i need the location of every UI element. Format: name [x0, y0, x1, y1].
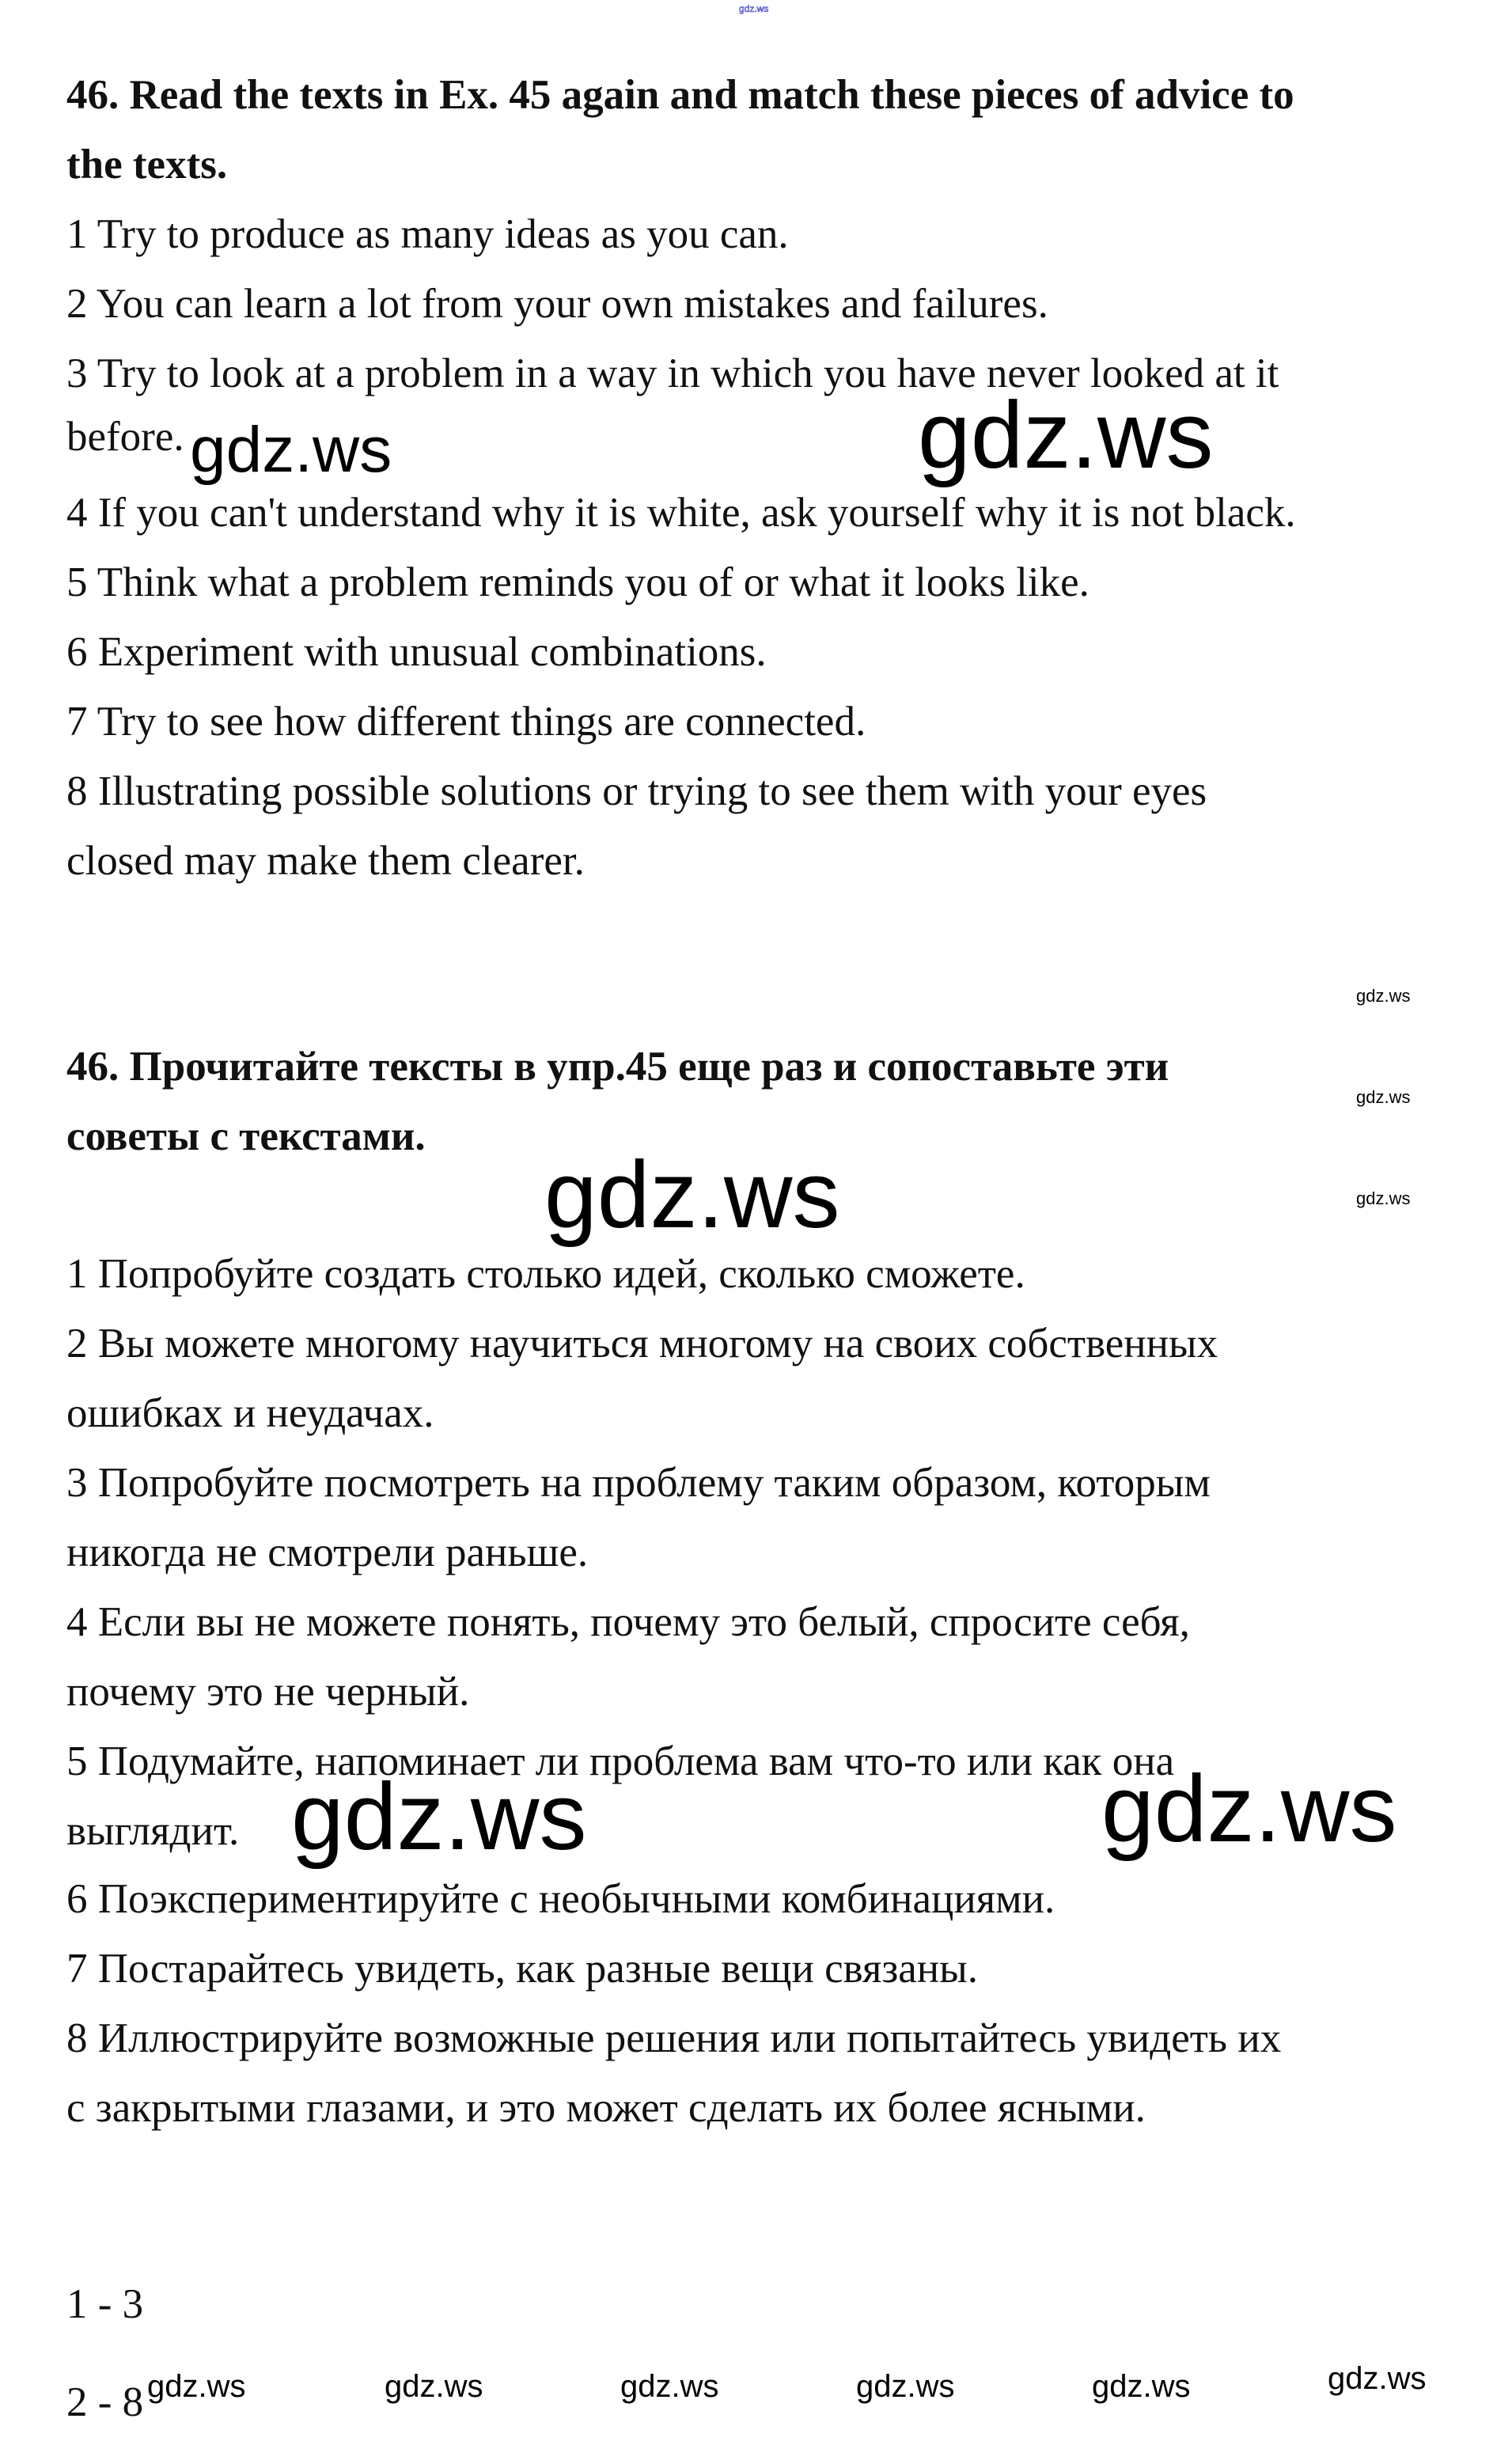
russian-line: 1 Попробуйте создать столько идей, сколько сможете.	[66, 1251, 1025, 1297]
watermark: gdz.ws	[918, 382, 1214, 488]
watermark: gdz.ws	[1356, 1087, 1411, 1107]
watermark: gdz.ws	[620, 2369, 719, 2404]
english-line: 6 Experiment with unusual combinations.	[66, 629, 767, 675]
watermark: gdz.ws	[1356, 1188, 1411, 1208]
watermark: gdz.ws	[147, 2369, 246, 2404]
russian-line: с закрытыми глазами, и это может сделать их более ясными.	[66, 2085, 1146, 2131]
russian-line: почему это не черный.	[66, 1669, 470, 1715]
watermark: gdz.ws	[1328, 2361, 1427, 2396]
russian-line: ошибках и неудачах.	[66, 1390, 434, 1436]
russian-heading-line-2: советы с текстами.	[66, 1113, 426, 1159]
watermark: gdz.ws	[856, 2369, 955, 2404]
watermark: gdz.ws	[291, 1764, 587, 1870]
answer-line: 1 - 3	[66, 2281, 144, 2327]
english-line: 8 Illustrating possible solutions or trying to see them with your eyes	[66, 768, 1207, 814]
english-line: 5 Think what a problem reminds you of or what it looks like.	[66, 559, 1089, 605]
english-line: before.	[66, 414, 184, 460]
watermark: gdz.ws	[190, 414, 392, 486]
russian-heading-line-1: 46. Прочитайте тексты в упр.45 еще раз и сопоставьте эти	[66, 1044, 1169, 1090]
watermark: gdz.ws	[1101, 1756, 1397, 1862]
top-watermark: gdz.ws	[739, 3, 769, 14]
english-line: 1 Try to produce as many ideas as you can.	[66, 211, 789, 257]
russian-line: 6 Поэкспериментируйте с необычными комбинациями.	[66, 1876, 1055, 1922]
watermark: gdz.ws	[1092, 2369, 1191, 2404]
english-heading-line-2: the texts.	[66, 142, 228, 188]
watermark: gdz.ws	[385, 2369, 483, 2404]
russian-line: никогда не смотрели раньше.	[66, 1530, 589, 1575]
watermark: gdz.ws	[1356, 986, 1411, 1006]
english-line: 7 Try to see how different things are connected.	[66, 699, 866, 745]
answer-line: 2 - 8	[66, 2379, 144, 2425]
watermark: gdz.ws	[544, 1142, 840, 1248]
russian-line: 2 Вы можете многому научиться многому на своих собственных	[66, 1321, 1218, 1367]
english-line: 4 If you can't understand why it is white, ask yourself why it is not black.	[66, 490, 1296, 536]
english-line: 2 You can learn a lot from your own mistakes and failures.	[66, 281, 1048, 327]
english-heading-line-1: 46. Read the texts in Ex. 45 again and match these pieces of advice to	[66, 72, 1294, 118]
russian-line: 4 Если вы не можете понять, почему это белый, спросите себя,	[66, 1599, 1190, 1645]
russian-line: 5 Подумайте, напоминает ли проблема вам что-то или как она	[66, 1738, 1175, 1784]
russian-line: 3 Попробуйте посмотреть на проблему таким образом, которым	[66, 1460, 1211, 1506]
english-line: 3 Try to look at a problem in a way in which you have never looked at it	[66, 351, 1279, 396]
russian-line: выглядит.	[66, 1808, 240, 1854]
russian-line: 7 Постарайтесь увидеть, как разные вещи связаны.	[66, 1946, 978, 1992]
russian-line: 8 Иллюстрируйте возможные решения или попытайтесь увидеть их	[66, 2015, 1282, 2061]
english-line: closed may make them clearer.	[66, 838, 585, 884]
